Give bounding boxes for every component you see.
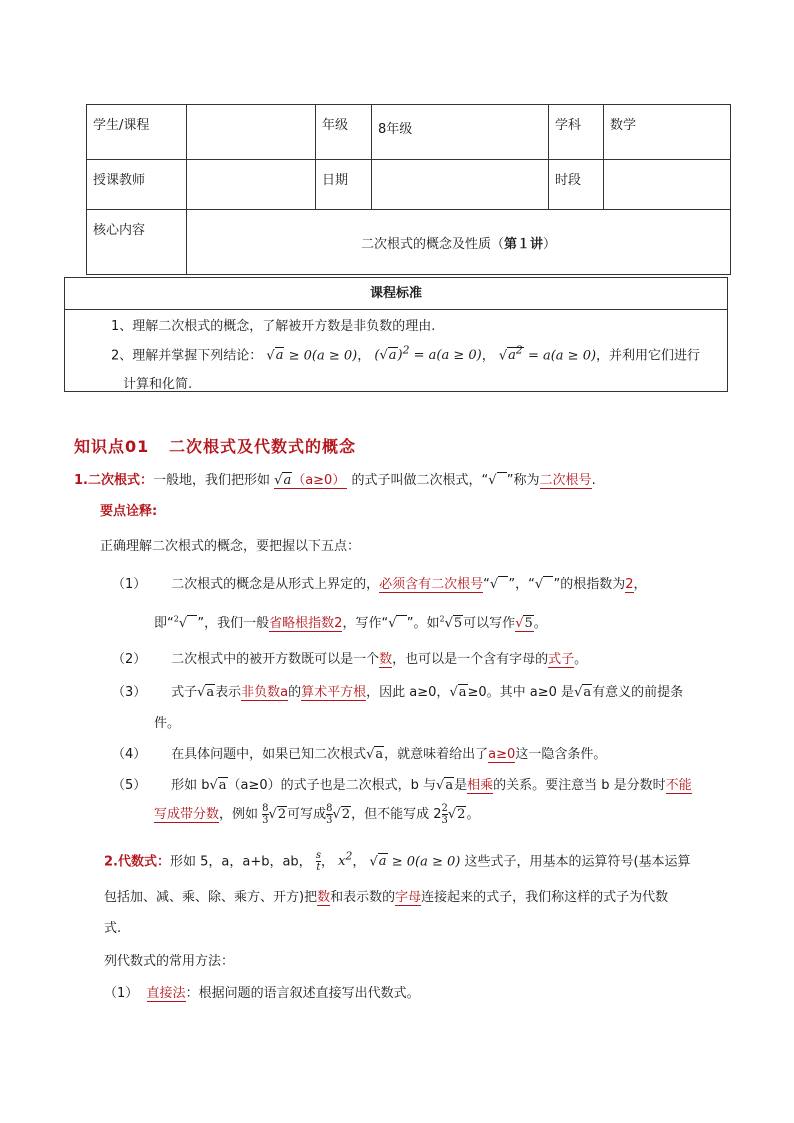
core-label: 核心内容 [87, 210, 187, 275]
definition-2-end: 式. [104, 921, 122, 936]
student-label: 学生/课程 [87, 105, 187, 160]
date-cell[interactable] [372, 160, 549, 210]
point-1-cont: 即“$^2$√ ”，我们一般省略根指数2，写作“√ ”。如$^2$√5可以写作√5。 [154, 614, 547, 631]
standards-box [64, 277, 728, 392]
standards-item-1: 1、理解二次根式的概念，了解被开方数是非负数的理由. [111, 319, 436, 334]
teacher-label: 授课教师 [87, 160, 187, 210]
definition-2-cont: 包括加、减、乘、除、乘方、开方)把数和表示数的字母连接起来的式子，我们称这样的式子为代数 [104, 890, 669, 905]
period-cell[interactable] [604, 160, 731, 210]
subject-label: 学科 [549, 105, 604, 160]
section-title: 知识点01 二次根式及代数式的概念 [74, 437, 357, 456]
formula-2: $(√a)^2 = a(a \ge 0)$ [374, 344, 482, 364]
grade-value: 8年级 [372, 105, 549, 160]
methods-heading: 列代数式的常用方法： [104, 954, 235, 969]
standards-item-2-cont: 计算和化简. [123, 377, 193, 392]
period-label: 时段 [549, 160, 604, 210]
standards-item-2: 2、理解并掌握下列结论： √a ≥ 0(a ≥ 0)， $(√a)^2 = a(a \ge 0)$， $√a^2 = a(a \ge 0)$，并利用它们进行 [111, 344, 701, 364]
definition-2: 2.代数式：形如 5，a，a+b，ab， $\frac{s}{t}$ ， $x^2$， √a ≥ 0(a ≥ 0) 这些式子，用基本的运算符号(基本运算 [104, 850, 691, 874]
teacher-cell[interactable] [187, 160, 316, 210]
info-table [86, 104, 731, 275]
point-3: （3） 式子√a表示非负数a的算术平方根，因此 a≥0，√a≥0。其中 a≥0 是√a有意义的前提条 [112, 685, 684, 700]
point-4: （4） 在具体问题中，如果已知二次根式√a，就意味着给出了a≥0这一隐含条件。 [112, 747, 607, 762]
standards-heading: 课程标准 [65, 278, 727, 310]
grade-label: 年级 [316, 105, 372, 160]
method-1: （1） 直接法：根据问题的语言叙述直接写出代数式。 [104, 986, 420, 1001]
key-points-label: 要点诠释: [100, 504, 158, 519]
point-1: （1） 二次根式的概念是从形式上界定的，必须含有二次根号“√ ”，“√ ”的根指数为2， [112, 577, 647, 592]
subject-value: 数学 [604, 105, 731, 160]
formula-1: √a ≥ 0(a ≥ 0) [266, 348, 358, 364]
date-label: 日期 [316, 160, 372, 210]
formula-3: $√a^2 = a(a \ge 0)$ [498, 344, 597, 364]
point-3-cont: 件。 [154, 716, 181, 731]
point-2: （2） 二次根式中的被开方数既可以是一个数，也可以是一个含有字母的式子。 [112, 652, 588, 667]
intro-text: 正确理解二次根式的概念，要把握以下五点： [100, 539, 361, 554]
point-5: （5） 形如 b√a（a≥0）的式子也是二次根式，b 与√a是相乘的关系。要注意当 b 是分数时不能 [112, 778, 692, 793]
student-cell[interactable] [187, 105, 316, 160]
core-value: 二次根式的概念及性质（第１讲） [187, 210, 731, 275]
definition-1: 1.二次根式：一般地，我们把形如 √a（a≥0） 的式子叫做二次根式，“√ ”称为二次根号. [74, 473, 596, 488]
point-5-cont: 写成带分数，例如 $\frac{8}{3}$ √2可写成 $\frac{8}{3}$ √2，但不能写成 2 $\frac{2}{3}$ √2。 [154, 803, 480, 826]
